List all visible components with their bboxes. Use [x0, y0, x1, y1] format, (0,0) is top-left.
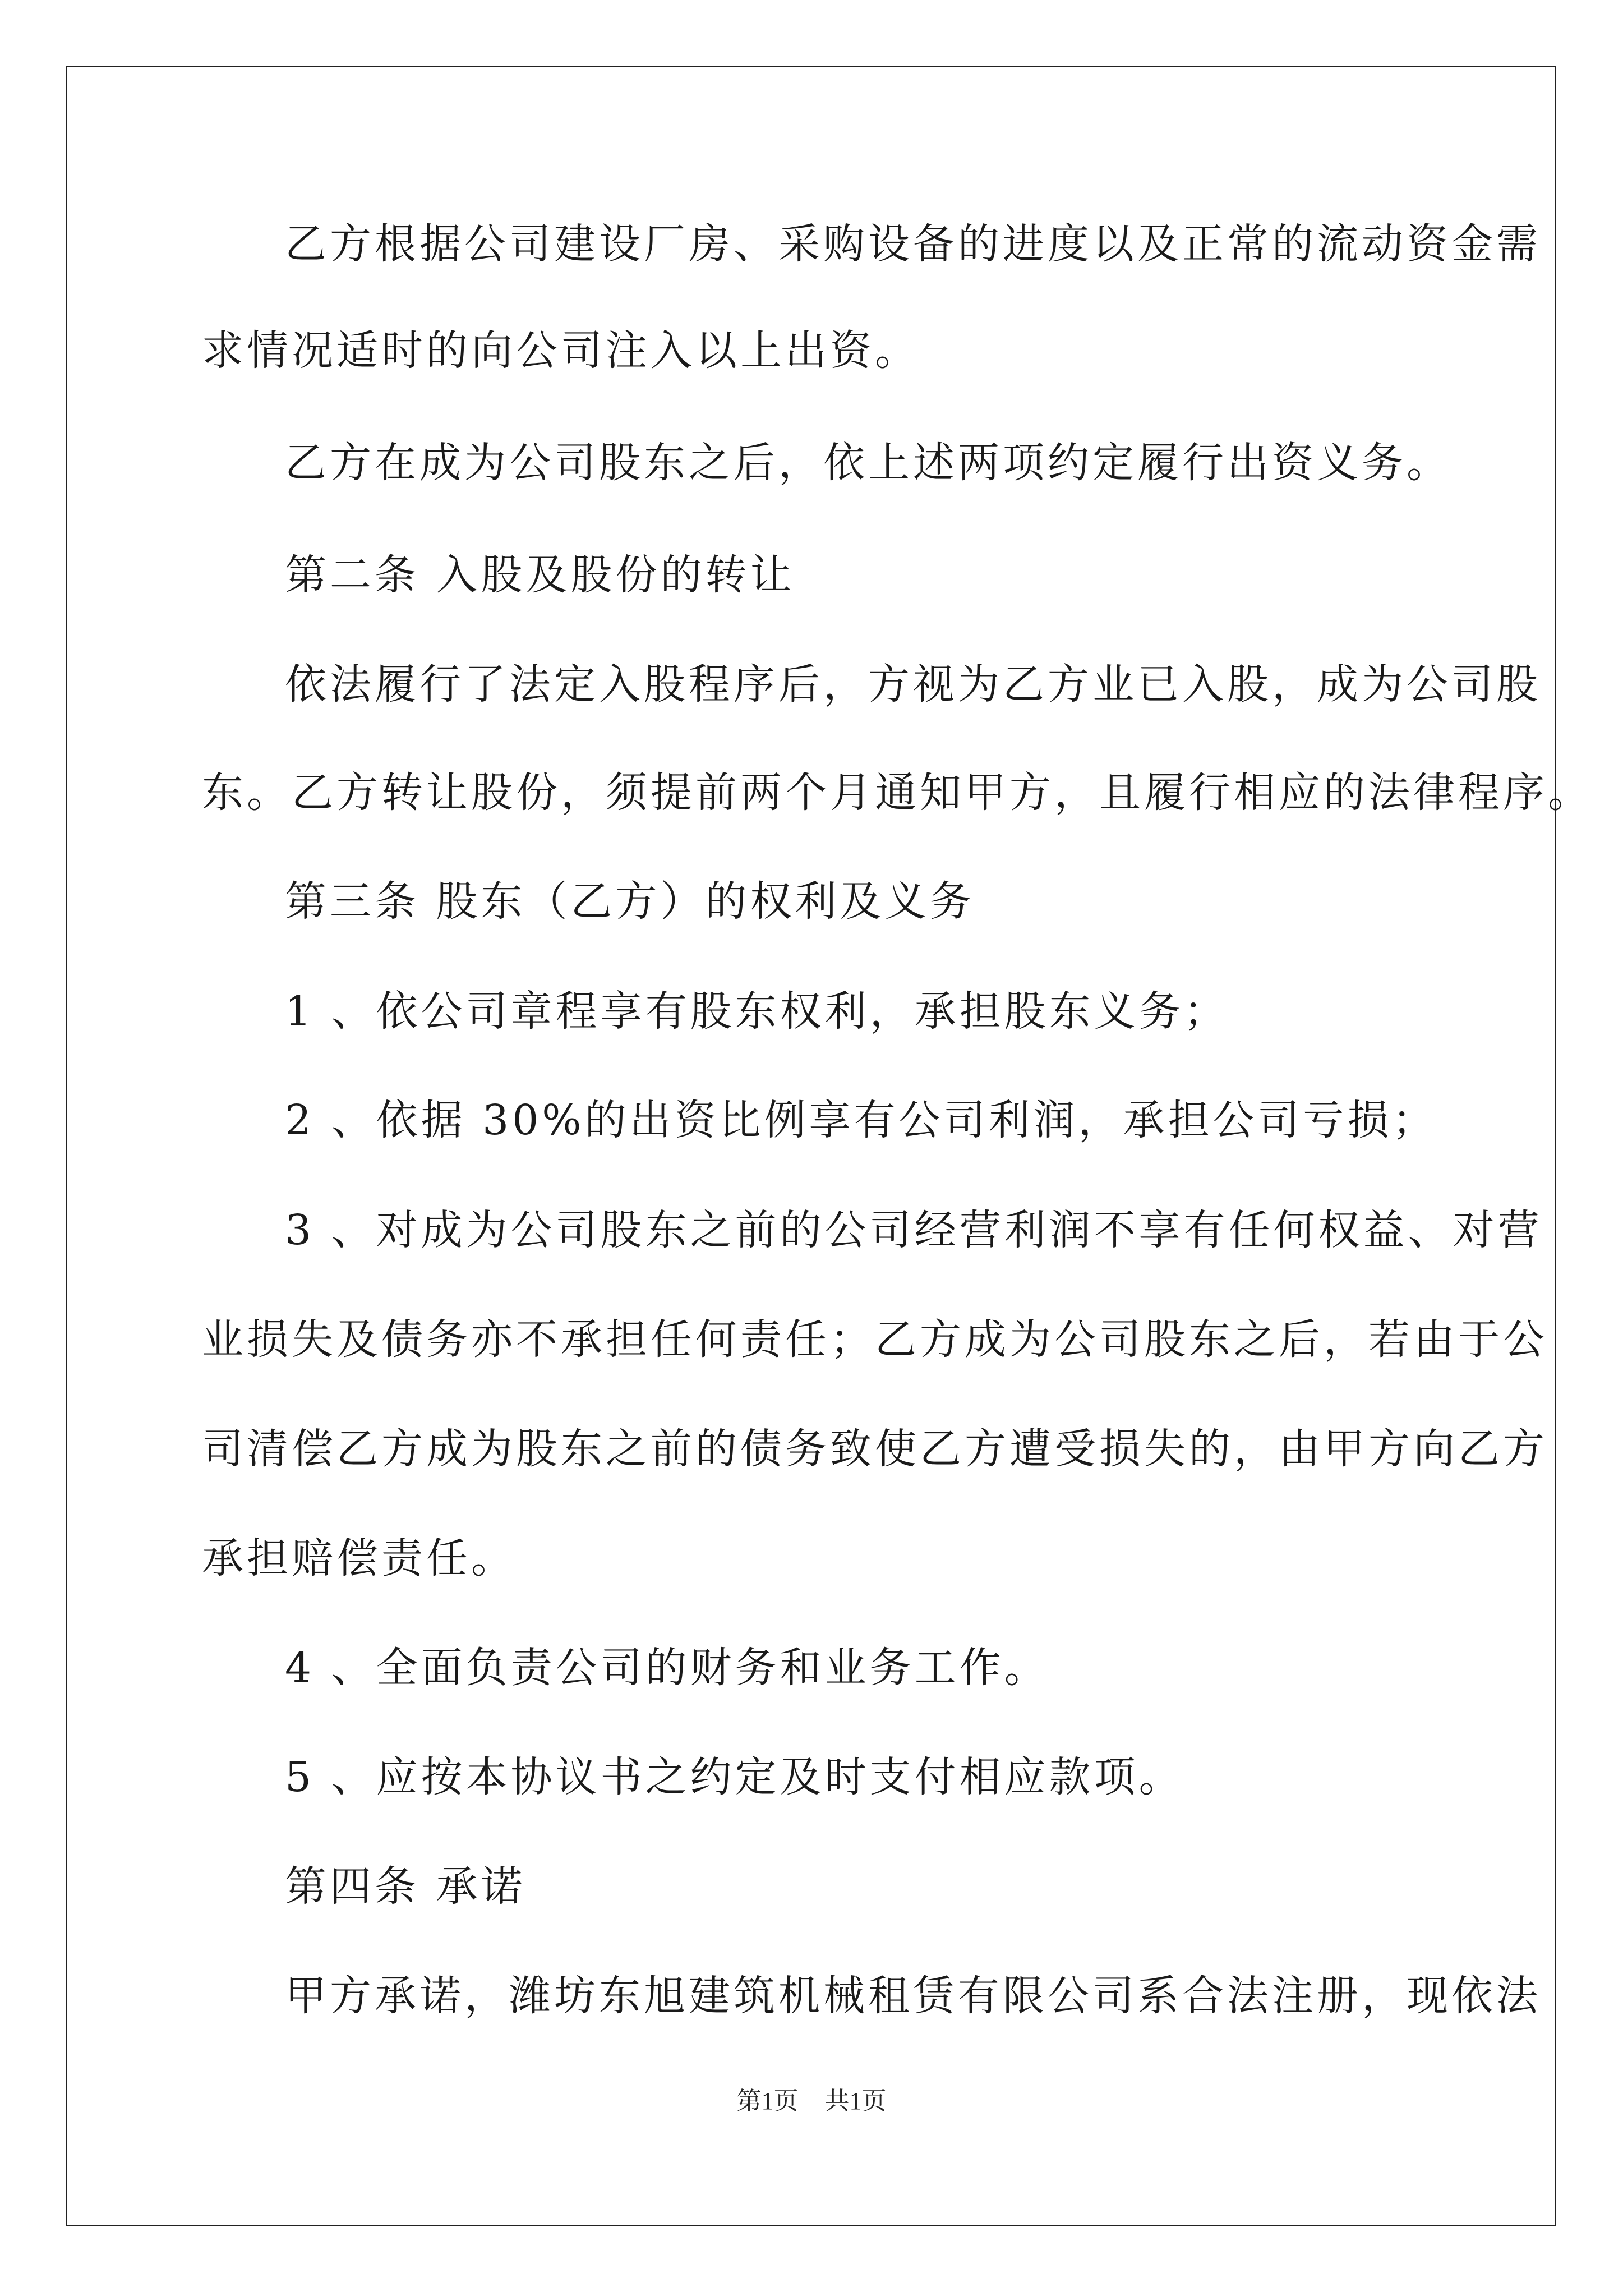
section-heading: 第二条 入股及股份的转让 — [285, 551, 795, 599]
paragraph-line: 承担赔偿责任。 — [202, 1534, 516, 1582]
list-item: 2 、依据 30%的出资比例享有公司利润，承担公司亏损； — [285, 1096, 1437, 1144]
page-number: 第1页 — [736, 2087, 799, 2115]
paragraph-line: 东。乙方转让股份，须提前两个月通知甲方，且履行相应的法律程序。 — [202, 769, 1593, 817]
page-footer — [0, 2086, 1623, 2117]
paragraph-line: 乙方在成为公司股东之后，依上述两项约定履行出资义务。 — [285, 439, 1451, 487]
section-heading: 第四条 承诺 — [285, 1862, 526, 1911]
list-item: 4 、全面负责公司的财务和业务工作。 — [285, 1644, 1049, 1692]
section-heading: 第三条 股东（乙方）的权利及义务 — [285, 877, 975, 926]
list-item: 5 、应按本协议书之约定及时支付相应款项。 — [285, 1753, 1184, 1801]
paragraph-line: 求情况适时的向公司注入以上出资。 — [202, 326, 920, 375]
paragraph-line: 司清偿乙方成为股东之前的债务致使乙方遭受损失的，由甲方向乙方 — [202, 1425, 1548, 1473]
paragraph-line: 甲方承诺，潍坊东旭建筑机械租赁有限公司系合法注册，现依法 — [285, 1972, 1541, 2020]
list-item: 3 、对成为公司股东之前的公司经营利润不享有任何权益、对营 — [285, 1206, 1543, 1254]
list-item: 1 、依公司章程享有股东权利，承担股东义务； — [285, 987, 1229, 1036]
paragraph-line: 乙方根据公司建设厂房、采购设备的进度以及正常的流动资金需 — [285, 220, 1541, 268]
page-total: 共1页 — [824, 2087, 887, 2115]
paragraph-line: 业损失及债务亦不承担任何责任；乙方成为公司股东之后，若由于公 — [202, 1315, 1548, 1364]
paragraph-line: 依法履行了法定入股程序后，方视为乙方业已入股，成为公司股 — [285, 660, 1541, 708]
